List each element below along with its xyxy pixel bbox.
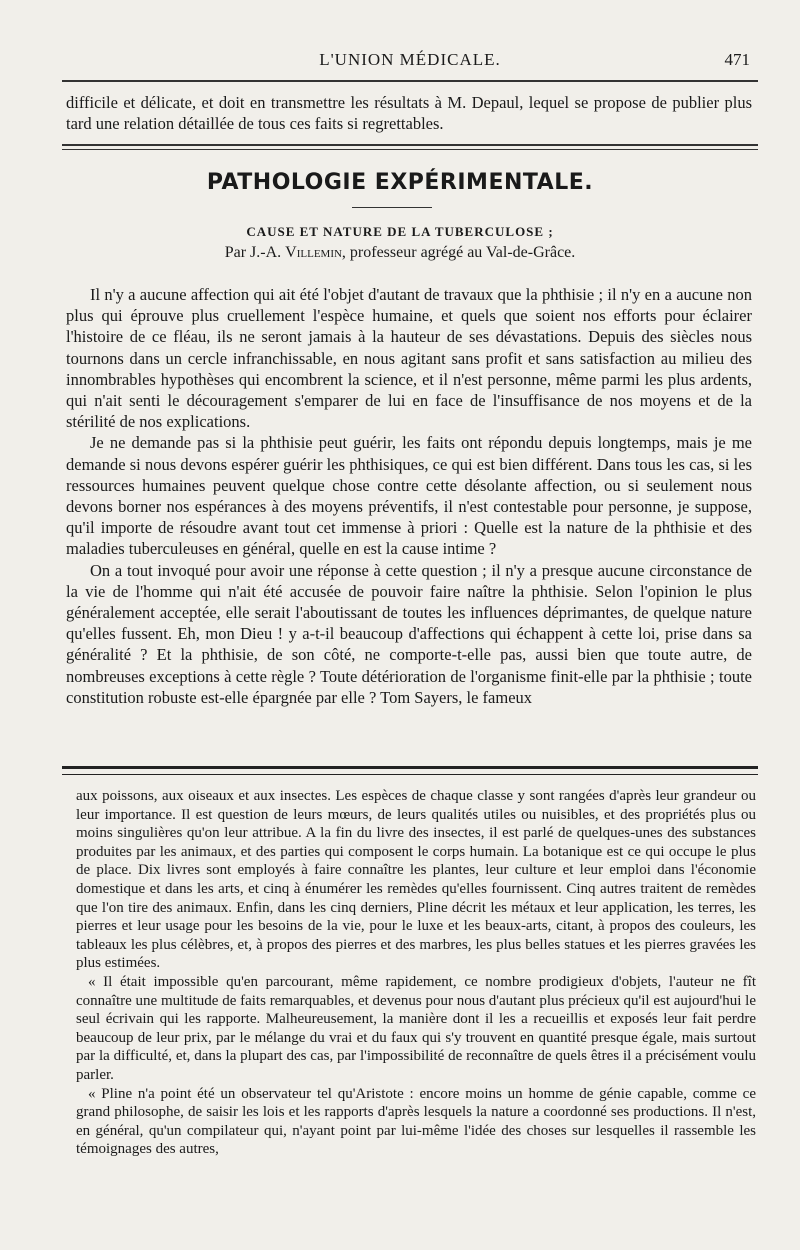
byline [0, 244, 800, 262]
article-body [66, 284, 752, 708]
carryover-text: difficile et délicate, et doit en transmettre les résultats à M. Depaul, lequel se propose de publier plus tard une relation détaillée de tous ces faits si regrettables. [66, 93, 752, 133]
header-rule [62, 80, 758, 82]
running-head [60, 50, 760, 76]
body-paragraph: Il n'y a aucune affection qui ait été l'objet d'autant de travaux que la phthisie ; il n'y en a aucune non plus qui éprouve plus cruellement l'espèce humaine, et quels que soient nos efforts pour éclairer l'histoire de ce fléau, ils ne seront jamais à la hauteur de ses dévastations. Depuis des siècles nous tournons dans un cercle infranchissable, en nous agitant sans profit et sans satisfaction au milieu des innombrables hypothèses qui encombrent la science, et il n'est personne, même parmi les plus ardents, qui n'ait senti le découragement s'emparer de lui en face de l'insuffisance de nos moyens et de la stérilité de nos explications. [66, 285, 752, 432]
feuilleton-paragraph: « Il était impossible qu'en parcourant, même rapidement, ce nombre prodigieux d'objets, l'auteur ne fît connaître une multitude de faits remarquables, et devenus pour nous d'autant plus précieux qu'il est aujourd'hui le seul écrivain qui les rapporte. Malheureusement, la manière dont il les a recueillis et exposés leur fait perdre beaucoup de leur prix, par le mélange du vrai et du faux qui s'y trouvent en quantité presque égale, mais surtout par la difficulté, et, dans la plupart des cas, par l'impossibilité de reconnaître de quels êtres il a précisément voulu parler. [76, 973, 757, 1083]
byline-prefix: Par J.-A. [224, 244, 282, 261]
running-title: L'UNION MÉDICALE. [319, 50, 501, 69]
feuilleton-divider [62, 766, 758, 775]
section-heading: PATHOLOGIE EXPÉRIMENTALE. [206, 170, 594, 195]
page-number: 471 [724, 50, 750, 69]
section-divider [62, 144, 758, 150]
feuilleton [76, 787, 756, 1159]
carryover-paragraph [66, 92, 752, 134]
feuilleton-paragraph: aux poissons, aux oiseaux et aux insectes. Les espèces de chaque classe y sont rangées d'après leur grandeur ou leur importance. Il est question de leurs mœurs, de leurs qualités utiles ou nuisibles, et des propriétés plus ou moins singulières qu'on leur attribue. A la fin du livre des insectes, il est parlé de quelques-unes des substances produites par les animaux, et des parties qui composent le corps humain. La botanique est ce qui occupe le plus de place. Dix livres sont employés à faire connaître les plantes, leur culture et leur emploi dans l'économie domestique et dans les arts, et cinq à énumérer les remèdes qu'elles fournissent. Cinq autres traitent de remèdes que l'on tire des animaux. Enfin, dans les cinq derniers, Pline décrit les métaux et leur application, les terres, les pierres et leur usage pour les besoins de la vie, pour le luxe et les beaux-arts, citant, à propos des couleurs, les tableaux les plus célèbres, et, à propos des pierres et des marbres, les plus belles statues et les pierres gravées les plus estimées. [76, 788, 756, 972]
article-title: CAUSE ET NATURE DE LA TUBERCULOSE ; [246, 224, 554, 239]
heading-underline [352, 207, 432, 208]
body-paragraph: Je ne demande pas si la phthisie peut guérir, les faits ont répondu depuis longtemps, mais je me demande si nous devons espérer guérir les phthisiques, ce qui est bien différent. Dans tous les cas, si les ressources humaines peuvent quelque chose contre cette désolante affection, ou si seulement nous devons borner nos espérances à des moyens préventifs, il n'est contestable pour personne, je suppose, qu'il importe de résoudre avant tout cet immense à priori : Quelle est la nature de la phthisie et des maladies tuberculeuses en général, quelle en est la cause intime ? [66, 433, 752, 559]
feuilleton-paragraph: « Pline n'a point été un observateur tel qu'Aristote : encore moins un homme de génie capable, comme ce grand philosophe, de saisir les lois et les rapports d'après lesquels la nature a coordonné ses productions. Il n'est, en général, qu'un compilateur qui, n'ayant point par lui-même l'idée des choses sur lesquelles il rassemble les témoignages des autres, [76, 1085, 756, 1158]
body-paragraph: On a tout invoqué pour avoir une réponse à cette question ; il n'y a presque aucune circonstance de la vie de l'homme qui n'ait été accusée de pouvoir faire naître la phthisie. Selon l'opinion le plus généralement acceptée, elle serait l'aboutissant de toutes les influences déprimantes, de quelque nature qu'elles fussent. Eh, mon Dieu ! y a-t-il beaucoup d'affections qui échappent à cette loi, prise dans sa généralité ? Et la phthisie, de son côté, ne comporte-t-elle pas, aussi bien que toute autre, de nombreuses exceptions à cette règle ? Toute détérioration de l'organisme finit-elle par la phthisie ; toute constitution robuste est-elle épargnée par elle ? Tom Sayers, le fameux [66, 560, 752, 707]
author-name: Villemin [285, 244, 342, 261]
byline-suffix: , professeur agrégé au Val-de-Grâce. [341, 244, 576, 261]
